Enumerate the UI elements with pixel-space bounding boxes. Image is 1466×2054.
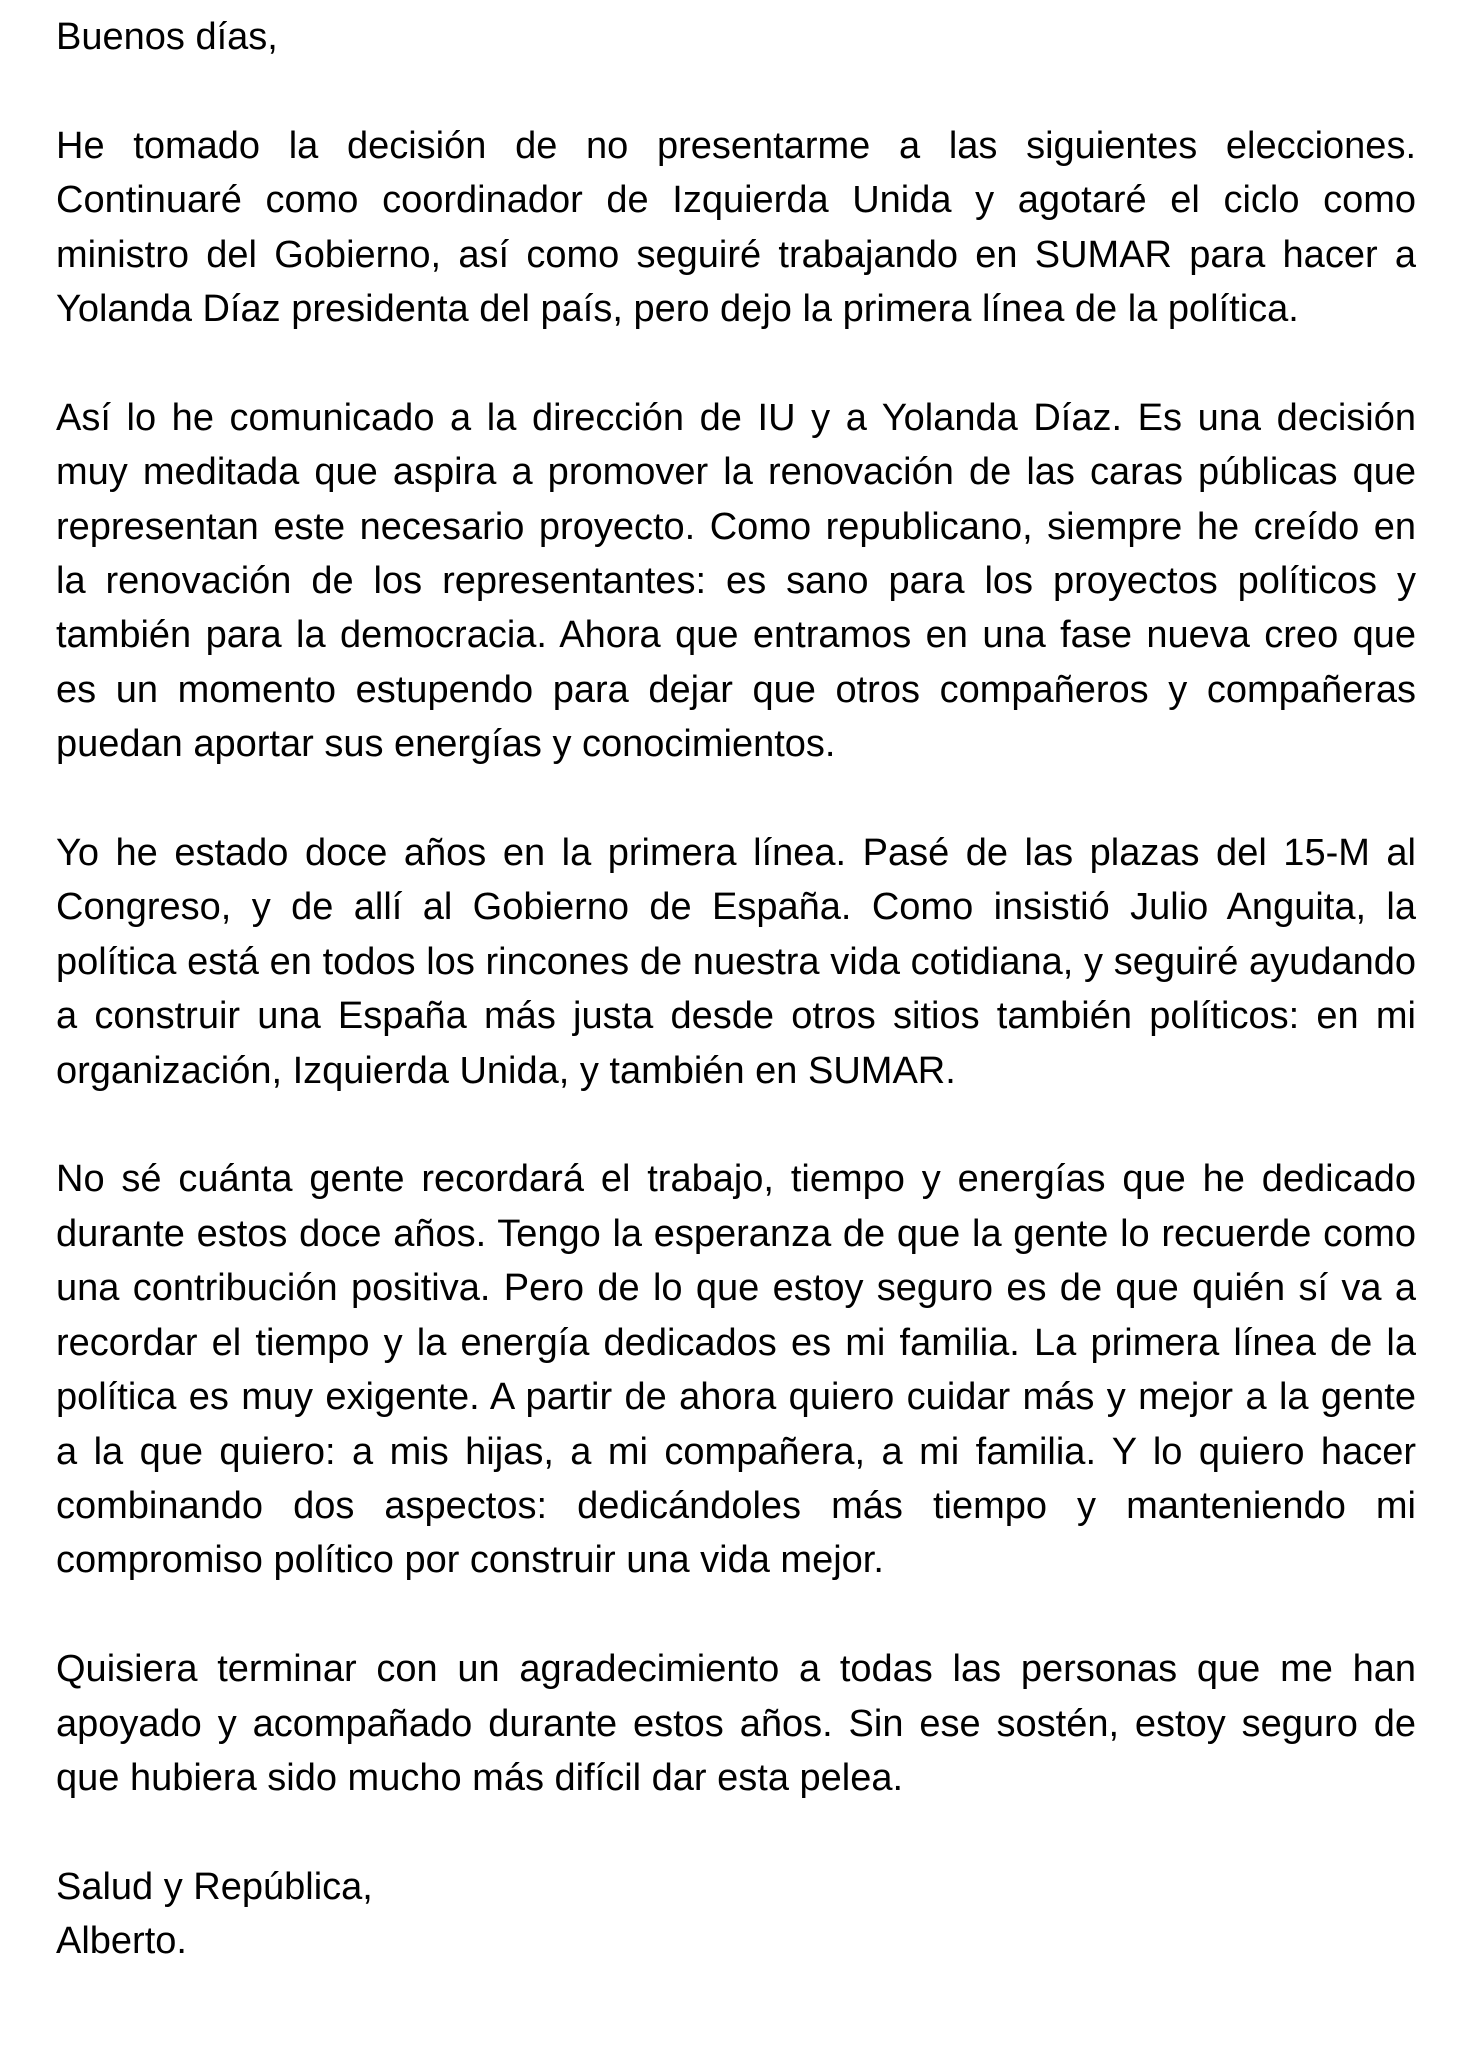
paragraph-spacer xyxy=(56,64,1416,118)
paragraph-decision: He tomado la decisión de no presentarme a las siguientes elecciones. Continuaré como coordinador de Izquierda Unida y agotaré el ciclo como ministro del Gobierno, así como seguiré trabajando en SUMAR para hacer a Yolanda Díaz presidenta del país, pero dejo la primera línea de la política. xyxy=(56,124,1416,331)
paragraph-spacer xyxy=(56,1098,1416,1152)
paragraph-spacer xyxy=(56,772,1416,826)
paragraph-family: No sé cuánta gente recordará el trabajo, tiempo y energías que he dedicado durante estos doce años. Tengo la esperanza de que la gente lo recuerde como una contribución positiva. Pero de lo que estoy seguro es de que quién sí va a recordar el tiempo y la energía dedicados es mi familia. La primera línea de la política es muy exigente. A partir de ahora quiero cuidar más y mejor a la gente a la que quiero: a mis hijas, a mi compañera, a mi familia. Y lo quiero hacer combinando dos aspectos: dedicándoles más tiempo y manteniendo mi compromiso político por construir una vida mejor. xyxy=(56,1158,1416,1582)
closing: Salud y República, xyxy=(56,1865,373,1908)
paragraph-trajectory: Yo he estado doce años en la primera línea. Pasé de las plazas del 15-M al Congreso, y de allí al Gobierno de España. Como insistió Julio Anguita, la política está en todos los rincones de nuestra vida cotidiana, y seguiré ayudando a construir una España más justa desde otros sitios también políticos: en mi organización, Izquierda Unida, y también en SUMAR. xyxy=(56,832,1416,1092)
paragraph-renewal: Así lo he comunicado a la dirección de IU y a Yolanda Díaz. Es una decisión muy meditada que aspira a promover la renovación de las caras públicas que representan este necesario proyecto. Como republicano, siempre he creído en la renovación de los representantes: es sano para los proyectos políticos y también para la democracia. Ahora que entramos en una fase nueva creo que es un momento estupendo para dejar que otros compañeros y compañeras puedan aportar sus energías y conocimientos. xyxy=(56,396,1416,766)
paragraph-spacer xyxy=(56,336,1416,390)
paragraph-spacer xyxy=(56,1805,1416,1859)
greeting: Buenos días, xyxy=(56,16,278,58)
paragraph-spacer xyxy=(56,1588,1416,1642)
signature: Alberto. xyxy=(56,1920,187,1963)
paragraph-thanks: Quisiera terminar con un agradecimiento a todas las personas que me han apoyado y acompañado durante estos años. Sin ese sostén, estoy seguro de que hubiera sido mucho más difícil dar esta pelea. xyxy=(56,1648,1416,1799)
letter-body xyxy=(56,10,1416,1969)
